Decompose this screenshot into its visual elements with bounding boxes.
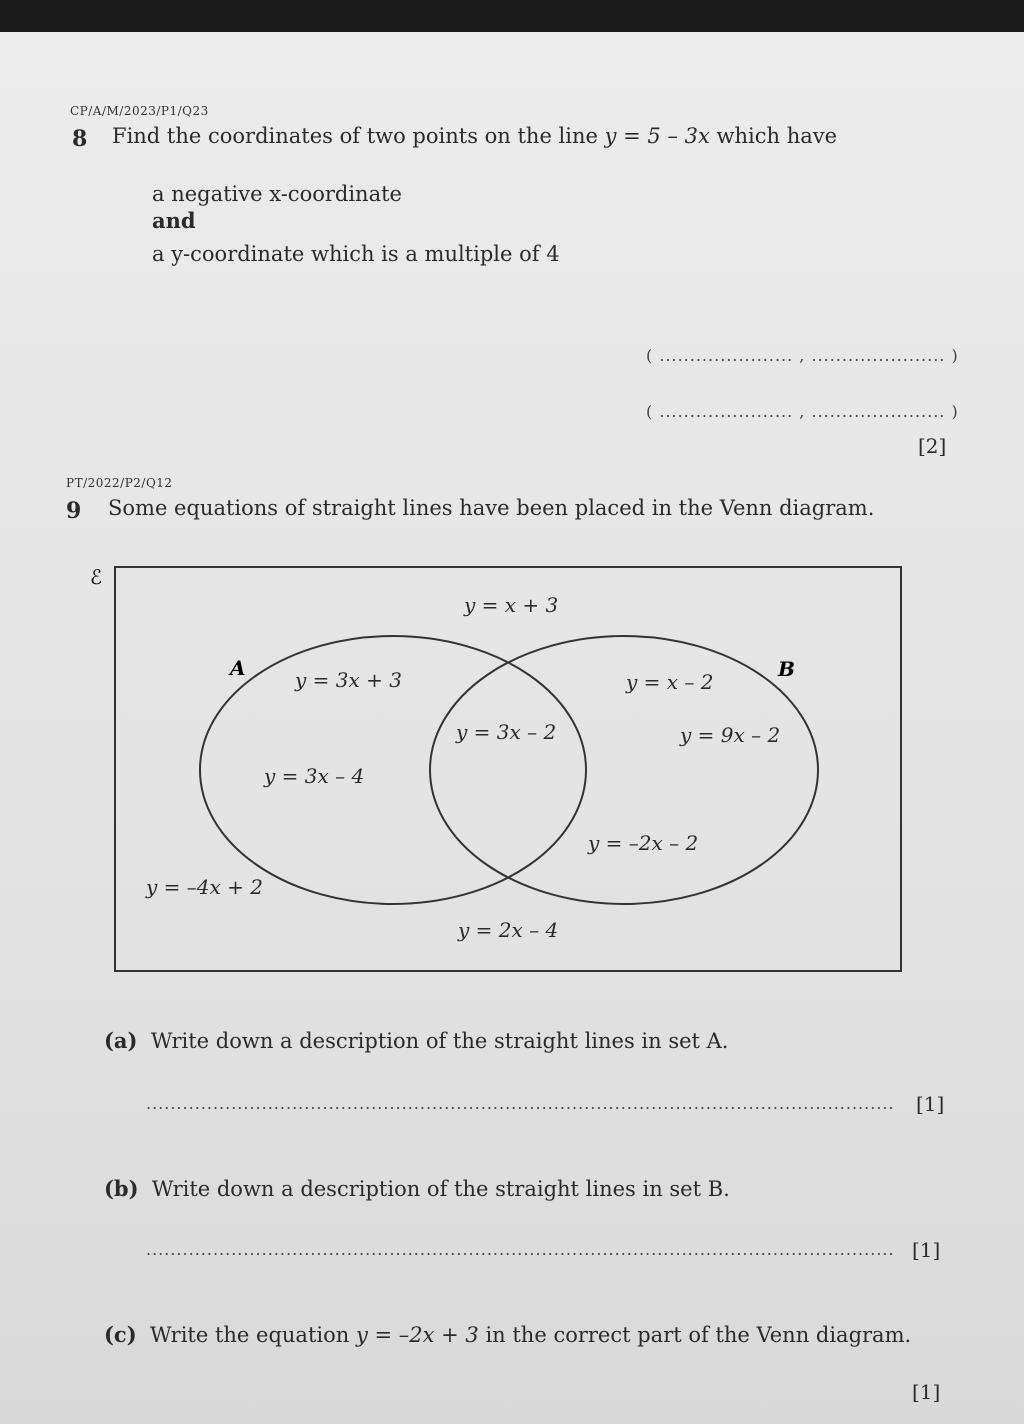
venn-universal-symbol: ℰ bbox=[90, 565, 103, 589]
q8-stem-after: which have bbox=[709, 124, 838, 148]
part-c-text-before: Write the equation bbox=[150, 1323, 356, 1347]
part-b-text: Write down a description of the straight lines in set B. bbox=[151, 1177, 730, 1201]
q9-stem: Some equations of straight lines have been placed in the Venn diagram. bbox=[108, 496, 875, 520]
q9-number: 9 bbox=[66, 498, 82, 524]
venn-set-a-label: A bbox=[230, 656, 246, 680]
q8-number: 8 bbox=[72, 126, 88, 152]
q8-condition-2: a y-coordinate which is a multiple of 4 bbox=[152, 242, 560, 266]
part-a bbox=[104, 1028, 729, 1053]
part-b bbox=[104, 1176, 730, 1201]
part-c-marks: [1] bbox=[912, 1380, 941, 1404]
q8-answer-line-1[interactable]: ( ...................... , ...................... ) bbox=[646, 346, 959, 365]
venn-outside-eq-1: y = x + 3 bbox=[464, 593, 559, 617]
part-b-label: (b) bbox=[104, 1176, 139, 1201]
part-c-equation: y = –2x + 3 bbox=[355, 1323, 479, 1347]
part-b-answer-line[interactable]: ........................................................................................................................... bbox=[146, 1240, 895, 1259]
part-c-label: (c) bbox=[104, 1322, 137, 1347]
venn-intersection-eq-1: y = 3x – 2 bbox=[456, 720, 557, 744]
venn-set-b-label: B bbox=[778, 657, 795, 681]
part-a-answer-line[interactable]: ........................................................................................................................... bbox=[146, 1094, 895, 1113]
q8-condition-1: a negative x-coordinate bbox=[152, 182, 402, 206]
q8-and: and bbox=[152, 208, 196, 233]
part-a-marks: [1] bbox=[916, 1092, 945, 1116]
venn-outside-eq-2: y = –4x + 2 bbox=[146, 875, 263, 899]
part-a-label: (a) bbox=[104, 1028, 138, 1053]
part-a-text: Write down a description of the straight lines in set A. bbox=[150, 1029, 729, 1053]
part-b-marks: [1] bbox=[912, 1238, 941, 1262]
q8-reference: CP/A/M/2023/P1/Q23 bbox=[70, 104, 209, 118]
q8-equation: y = 5 – 3x bbox=[604, 124, 710, 148]
venn-a-only-eq-1: y = 3x + 3 bbox=[295, 668, 402, 692]
q8-answer-line-2[interactable]: ( ...................... , ...................... ) bbox=[646, 402, 959, 421]
venn-b-only-eq-3: y = –2x – 2 bbox=[588, 831, 699, 855]
q8-marks: [2] bbox=[918, 434, 947, 458]
exam-page bbox=[0, 32, 1024, 1424]
venn-b-only-eq-1: y = x – 2 bbox=[626, 670, 714, 694]
venn-b-only-eq-2: y = 9x – 2 bbox=[680, 723, 781, 747]
part-c-text-after: in the correct part of the Venn diagram. bbox=[478, 1323, 912, 1347]
venn-outside-eq-3: y = 2x – 4 bbox=[458, 918, 559, 942]
venn-set-b-ellipse bbox=[430, 636, 818, 904]
q9-reference: PT/2022/P2/Q12 bbox=[66, 476, 173, 490]
part-c bbox=[104, 1322, 911, 1347]
venn-diagram bbox=[0, 32, 1024, 1424]
venn-a-only-eq-2: y = 3x – 4 bbox=[264, 764, 365, 788]
q8-stem-before: Find the coordinates of two points on the line bbox=[112, 124, 605, 148]
venn-universal-box bbox=[115, 567, 901, 971]
